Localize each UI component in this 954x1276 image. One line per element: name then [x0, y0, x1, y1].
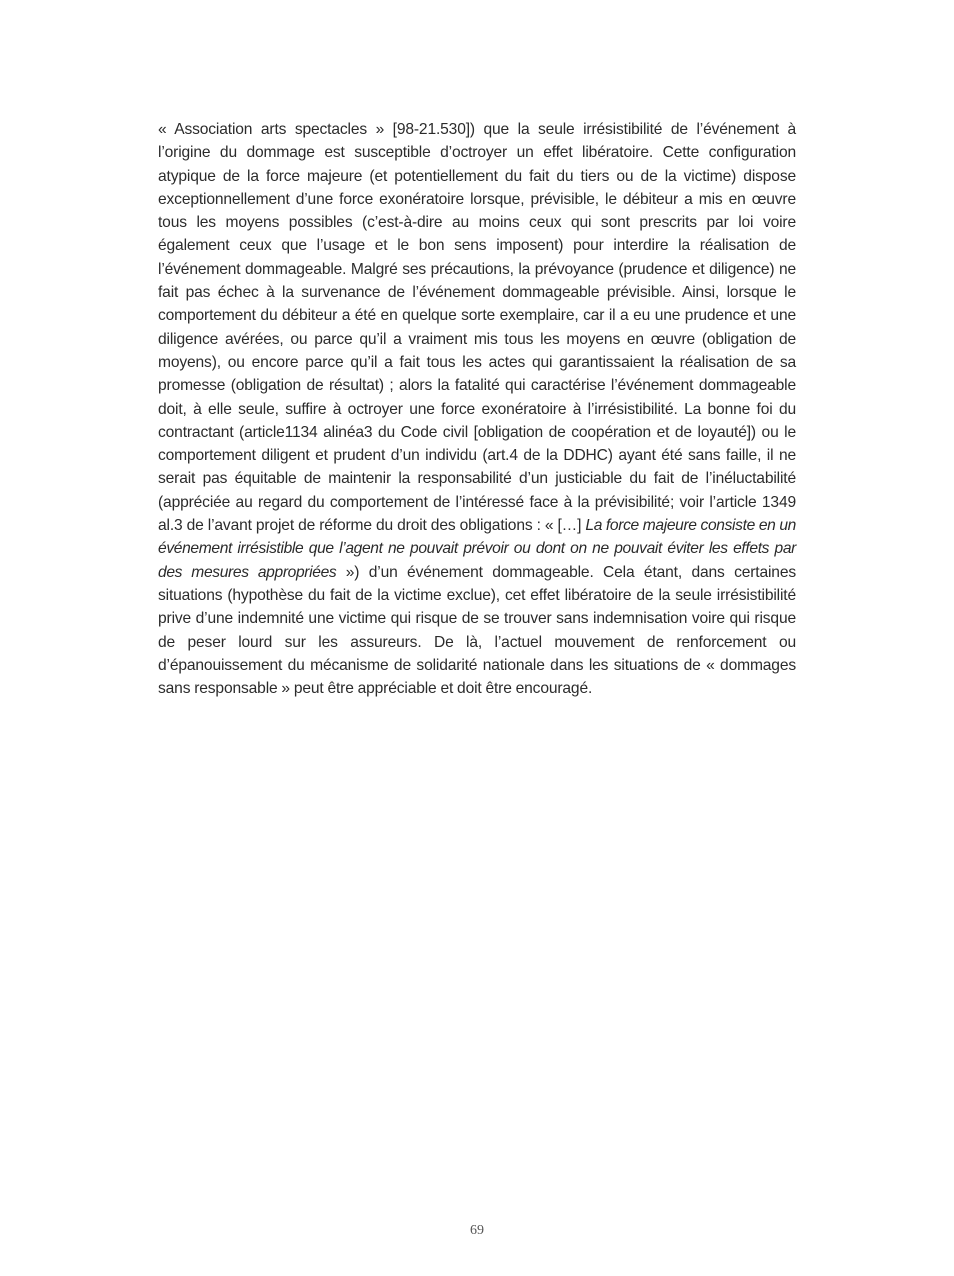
body-paragraph	[158, 118, 796, 700]
page-number: 69	[470, 1223, 484, 1238]
paragraph-text-end: ») d’un événement dommageable. Cela étant, dans certaines situations (hypothèse du fait de la victime exclue), cet effet libératoire de la seule irrésistibilité prive d’une indemnité une victime qui risque de se trouver sans indemnisation voire qui risque de peser lourd sur les assureurs. De là, l’actuel mouvement de renforcement ou d’épanouissement du mécanisme de solidarité nationale dans les situations de « dommages sans responsable » peut être appréciable et doit être encouragé.	[158, 563, 796, 698]
paragraph-text-start: « Association arts spectacles » [98-21.530]) que la seule irrésistibilité de l’événement à l’origine du dommage est susceptible d’octroyer un effet libératoire. Cette configuration atypique de la force majeure (et potentiellement du fait du tiers ou de la victime) dispose exceptionnellement d’une force exonératoire lorsque, prévisible, le débiteur a mis en œuvre tous les moyens possibles (c’est-à-dire au moins ceux qui sont prescrits par loi voire également ceux que l’usage et le bon sens imposent) pour interdire la réalisation de l’événement dommageable. Malgré ses précautions, la prévoyance (prudence et diligence) ne fait pas échec à la survenance de l’événement dommageable prévisible. Ainsi, lorsque le comportement du débiteur a été en quelque sorte exemplaire, car il a eu une prudence et une diligence avérées, ou parce qu’il a vraiment mis tous les moyens en œuvre (obligation de moyens), ou encore parce qu’il a fait tous les actes qui garantissaient la réalisation de sa promesse (obligation de résultat) ; alors la fatalité qui caractérise l’événement dommageable doit, à elle seule, suffire à octroyer une force exonératoire à l’irrésistibilité. La bonne foi du contractant (article1134 alinéa3 du Code civil [obligation de coopération et de loyauté]) ou le comportement diligent et prudent d’un individu (art.4 de la DDHC) ayant été sans faille, il ne serait pas équitable de maintenir la responsabilité d’un justiciable du fait de l’inéluctabilité (appréciée au regard du comportement de l’intéressé face à la prévisibilité; voir l’article 1349 al.3 de l’avant projet de réforme du droit des obligations : « […]	[158, 121, 796, 535]
italic-quotation: La force majeure consiste en un événement irrésistible que l’agent ne pouvait prévoir ou dont on ne pouvait éviter les effets par des mesures appropriées	[158, 517, 796, 581]
